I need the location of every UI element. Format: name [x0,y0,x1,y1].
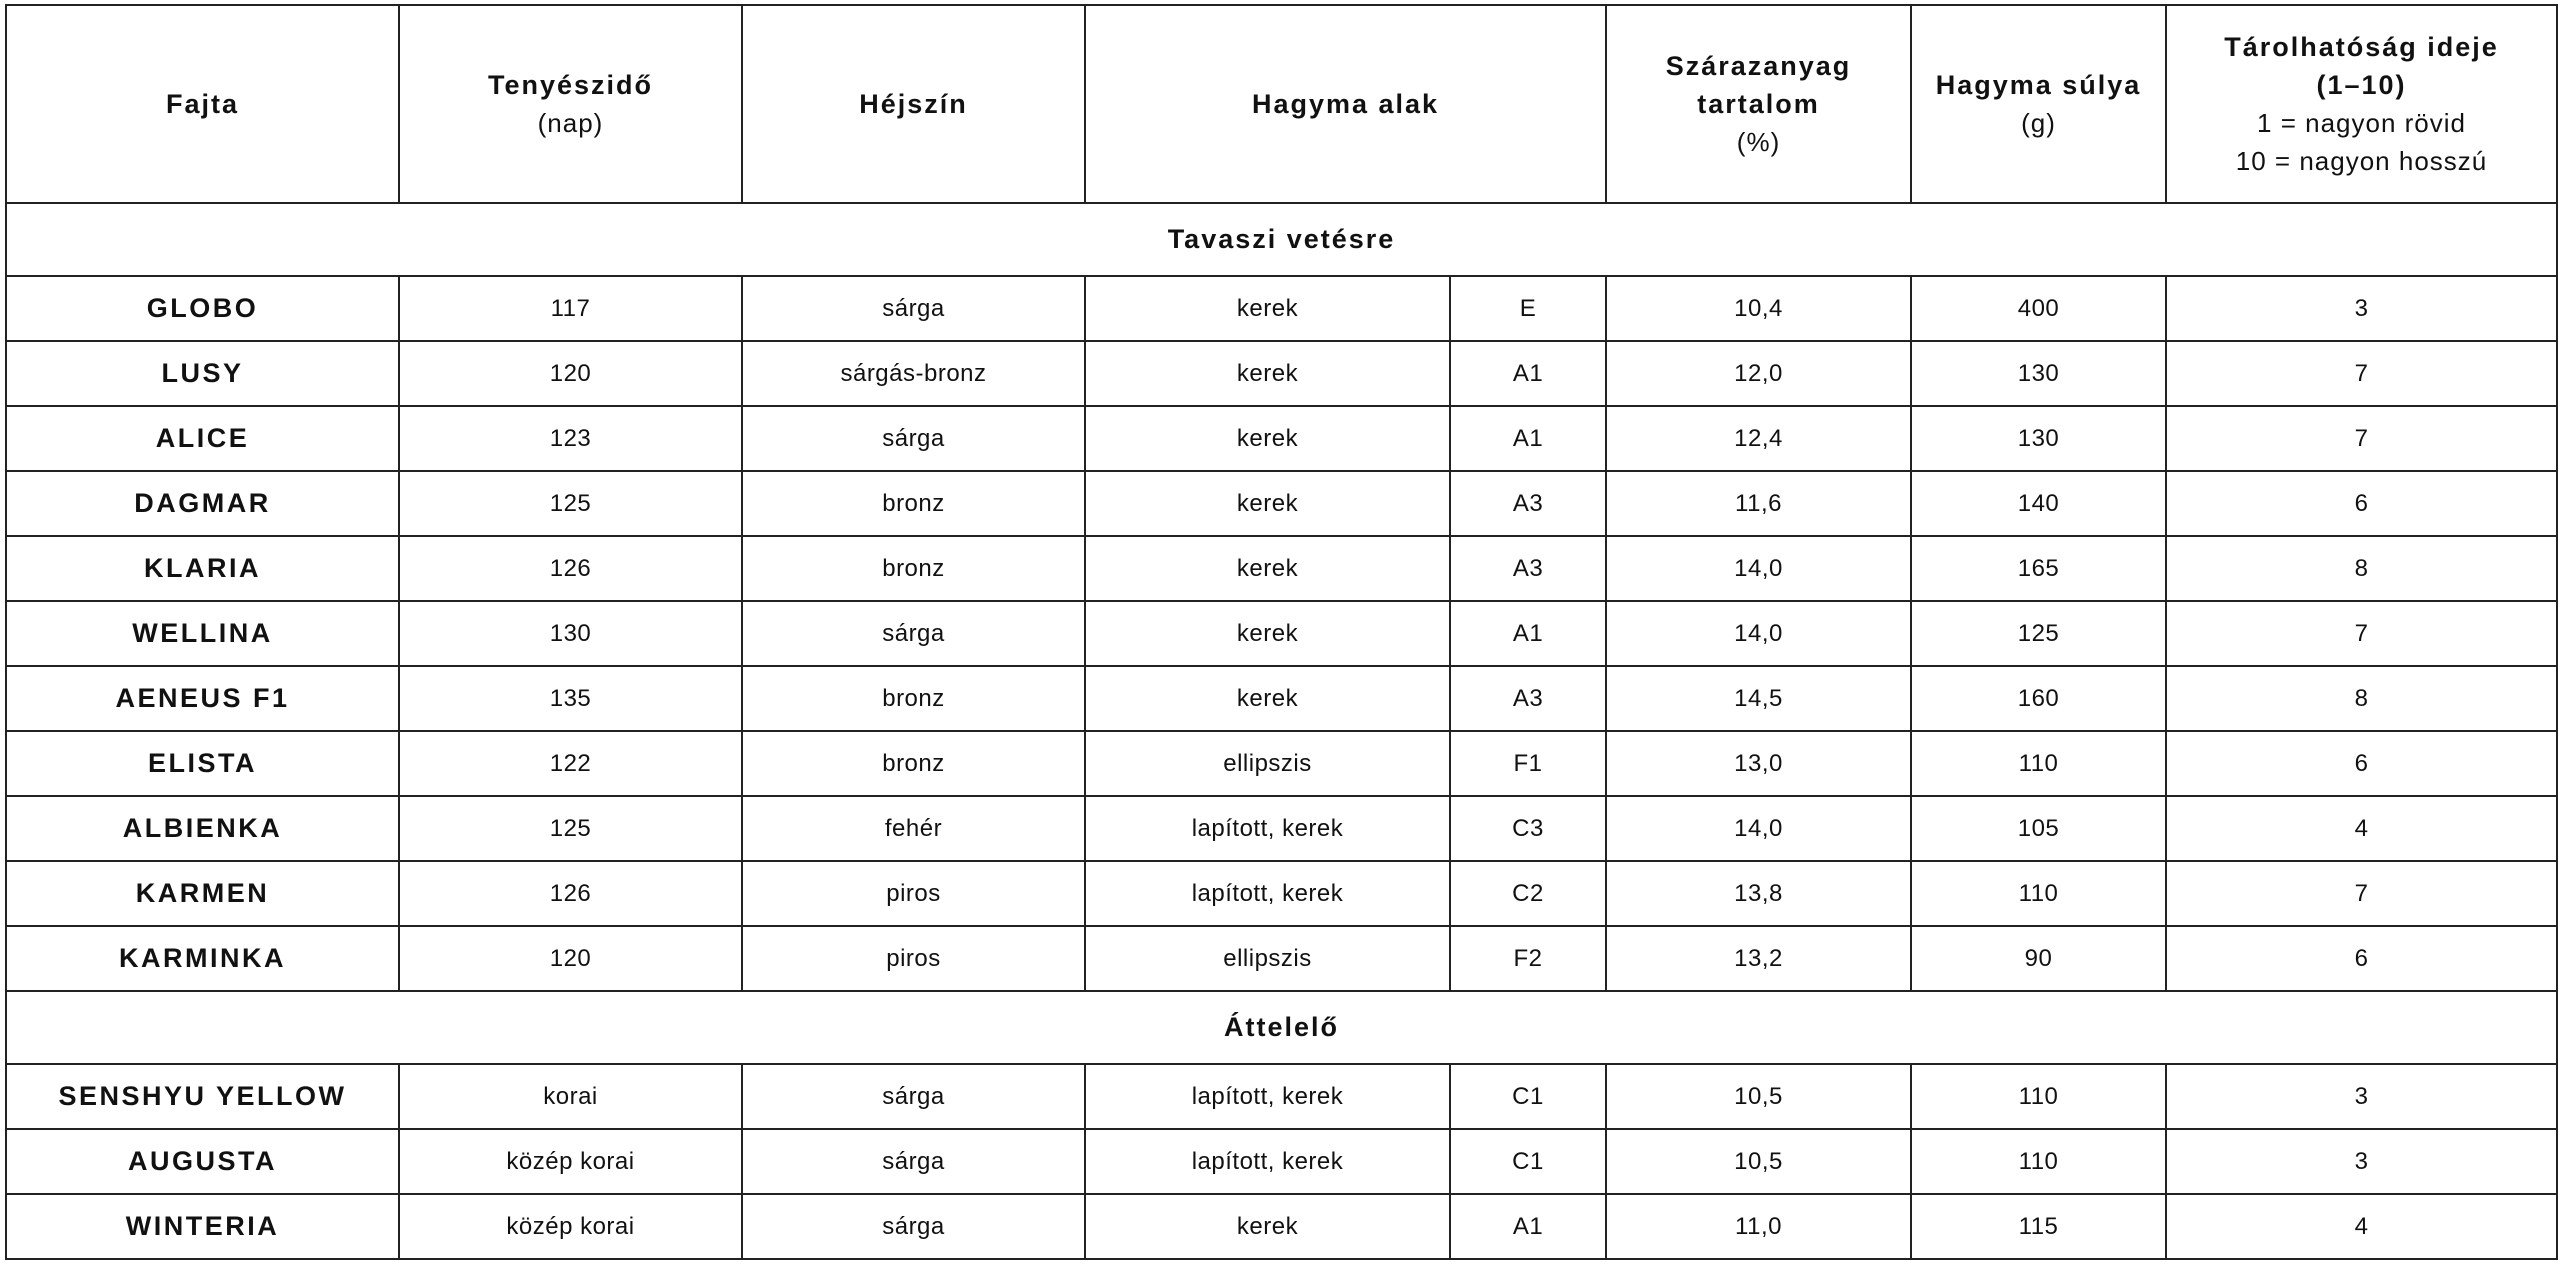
cell-hejszin: sárga [742,1194,1085,1259]
cell-tarolhatosag: 3 [2166,276,2557,341]
cell-szarazanyag: 13,2 [1606,926,1911,991]
cell-hejszin: bronz [742,471,1085,536]
table-body [6,203,2557,1259]
header-suly: Hagyma súlya (g) [1911,5,2166,203]
table-row [6,666,2557,731]
header-szarazanyag: Szárazanyag tartalom (%) [1606,5,1911,203]
cell-szarazanyag: 13,0 [1606,731,1911,796]
cell-alak-kod: A1 [1450,1194,1606,1259]
cell-suly: 140 [1911,471,2166,536]
cell-hagyma-alak: kerek [1085,406,1450,471]
cell-alak-kod: F2 [1450,926,1606,991]
cell-tarolhatosag: 8 [2166,666,2557,731]
cell-tarolhatosag: 6 [2166,926,2557,991]
cell-alak-kod: A3 [1450,536,1606,601]
cell-fajta: ELISTA [6,731,399,796]
cell-fajta: LUSY [6,341,399,406]
cell-tenyeszido: 125 [399,471,742,536]
cell-tenyeszido: 125 [399,796,742,861]
cell-fajta: GLOBO [6,276,399,341]
cell-suly: 125 [1911,601,2166,666]
cell-hejszin: sárga [742,1064,1085,1129]
cell-hagyma-alak: kerek [1085,276,1450,341]
cell-alak-kod: C1 [1450,1129,1606,1194]
cell-hagyma-alak: lapított, kerek [1085,1064,1450,1129]
cell-tenyeszido: 122 [399,731,742,796]
table-row [6,1064,2557,1129]
table-row [6,536,2557,601]
section-row [6,991,2557,1064]
cell-szarazanyag: 14,5 [1606,666,1911,731]
cell-fajta: KLARIA [6,536,399,601]
cell-tarolhatosag: 6 [2166,731,2557,796]
cell-szarazanyag: 12,0 [1606,341,1911,406]
cell-suly: 110 [1911,861,2166,926]
table-row [6,796,2557,861]
cell-alak-kod: A1 [1450,601,1606,666]
cell-hagyma-alak: ellipszis [1085,731,1450,796]
cell-alak-kod: A3 [1450,666,1606,731]
cell-tenyeszido: közép korai [399,1194,742,1259]
section-title: Áttelelő [6,991,2557,1064]
cell-fajta: WELLINA [6,601,399,666]
cell-tarolhatosag: 3 [2166,1129,2557,1194]
cell-szarazanyag: 10,5 [1606,1064,1911,1129]
cell-tarolhatosag: 7 [2166,861,2557,926]
cell-szarazanyag: 10,4 [1606,276,1911,341]
cell-tenyeszido: 120 [399,341,742,406]
cell-fajta: WINTERIA [6,1194,399,1259]
header-hejszin: Héjszín [742,5,1085,203]
header-tenyeszido: Tenyészidő (nap) [399,5,742,203]
cell-tenyeszido: 126 [399,861,742,926]
cell-alak-kod: A1 [1450,406,1606,471]
cell-szarazanyag: 13,8 [1606,861,1911,926]
cell-suly: 115 [1911,1194,2166,1259]
cell-tarolhatosag: 7 [2166,341,2557,406]
table-row [6,341,2557,406]
cell-tarolhatosag: 6 [2166,471,2557,536]
cell-tenyeszido: 123 [399,406,742,471]
cell-tarolhatosag: 4 [2166,796,2557,861]
cell-hejszin: bronz [742,536,1085,601]
cell-fajta: DAGMAR [6,471,399,536]
table-row [6,926,2557,991]
cell-fajta: AENEUS F1 [6,666,399,731]
cell-hejszin: sárga [742,601,1085,666]
header-tarolhatosag: Tárolhatóság ideje (1–10) 1 = nagyon rövid 10 = nagyon hosszú [2166,5,2557,203]
cell-szarazanyag: 12,4 [1606,406,1911,471]
cell-hejszin: sárgás-bronz [742,341,1085,406]
section-row [6,203,2557,276]
cell-hejszin: sárga [742,1129,1085,1194]
onion-varieties-table [5,4,2558,1260]
cell-szarazanyag: 14,0 [1606,536,1911,601]
cell-hagyma-alak: lapított, kerek [1085,861,1450,926]
cell-hagyma-alak: ellipszis [1085,926,1450,991]
cell-hejszin: bronz [742,666,1085,731]
cell-suly: 400 [1911,276,2166,341]
cell-hejszin: bronz [742,731,1085,796]
table-row [6,276,2557,341]
cell-suly: 130 [1911,341,2166,406]
cell-tenyeszido: 126 [399,536,742,601]
cell-suly: 130 [1911,406,2166,471]
cell-alak-kod: C2 [1450,861,1606,926]
table-row [6,731,2557,796]
cell-alak-kod: E [1450,276,1606,341]
cell-tenyeszido: 130 [399,601,742,666]
cell-suly: 105 [1911,796,2166,861]
cell-szarazanyag: 11,6 [1606,471,1911,536]
header-hagyma-alak: Hagyma alak [1085,5,1606,203]
cell-tarolhatosag: 4 [2166,1194,2557,1259]
table-row [6,601,2557,666]
cell-szarazanyag: 14,0 [1606,796,1911,861]
header-fajta: Fajta [6,5,399,203]
table-row [6,861,2557,926]
cell-alak-kod: A3 [1450,471,1606,536]
cell-suly: 90 [1911,926,2166,991]
cell-alak-kod: F1 [1450,731,1606,796]
cell-fajta: ALICE [6,406,399,471]
cell-tarolhatosag: 3 [2166,1064,2557,1129]
cell-tenyeszido: korai [399,1064,742,1129]
cell-fajta: ALBIENKA [6,796,399,861]
cell-hejszin: sárga [742,276,1085,341]
cell-hagyma-alak: kerek [1085,601,1450,666]
cell-hagyma-alak: kerek [1085,1194,1450,1259]
cell-tenyeszido: 120 [399,926,742,991]
cell-tarolhatosag: 8 [2166,536,2557,601]
cell-fajta: AUGUSTA [6,1129,399,1194]
section-title: Tavaszi vetésre [6,203,2557,276]
header-row [6,5,2557,203]
cell-szarazanyag: 11,0 [1606,1194,1911,1259]
cell-hagyma-alak: kerek [1085,666,1450,731]
table-row [6,406,2557,471]
cell-hagyma-alak: kerek [1085,471,1450,536]
cell-tenyeszido: közép korai [399,1129,742,1194]
cell-alak-kod: A1 [1450,341,1606,406]
cell-suly: 110 [1911,731,2166,796]
cell-hagyma-alak: kerek [1085,536,1450,601]
cell-tarolhatosag: 7 [2166,406,2557,471]
cell-fajta: KARMEN [6,861,399,926]
cell-suly: 165 [1911,536,2166,601]
cell-szarazanyag: 10,5 [1606,1129,1911,1194]
cell-alak-kod: C1 [1450,1064,1606,1129]
table-row [6,1194,2557,1259]
cell-szarazanyag: 14,0 [1606,601,1911,666]
cell-tarolhatosag: 7 [2166,601,2557,666]
cell-alak-kod: C3 [1450,796,1606,861]
cell-hagyma-alak: lapított, kerek [1085,1129,1450,1194]
cell-tenyeszido: 117 [399,276,742,341]
cell-suly: 110 [1911,1129,2166,1194]
cell-hagyma-alak: lapított, kerek [1085,796,1450,861]
cell-suly: 160 [1911,666,2166,731]
cell-fajta: SENSHYU YELLOW [6,1064,399,1129]
cell-hejszin: fehér [742,796,1085,861]
table-row [6,1129,2557,1194]
cell-suly: 110 [1911,1064,2166,1129]
cell-fajta: KARMINKA [6,926,399,991]
cell-hagyma-alak: kerek [1085,341,1450,406]
table-row [6,471,2557,536]
cell-hejszin: piros [742,861,1085,926]
cell-tenyeszido: 135 [399,666,742,731]
cell-hejszin: sárga [742,406,1085,471]
cell-hejszin: piros [742,926,1085,991]
